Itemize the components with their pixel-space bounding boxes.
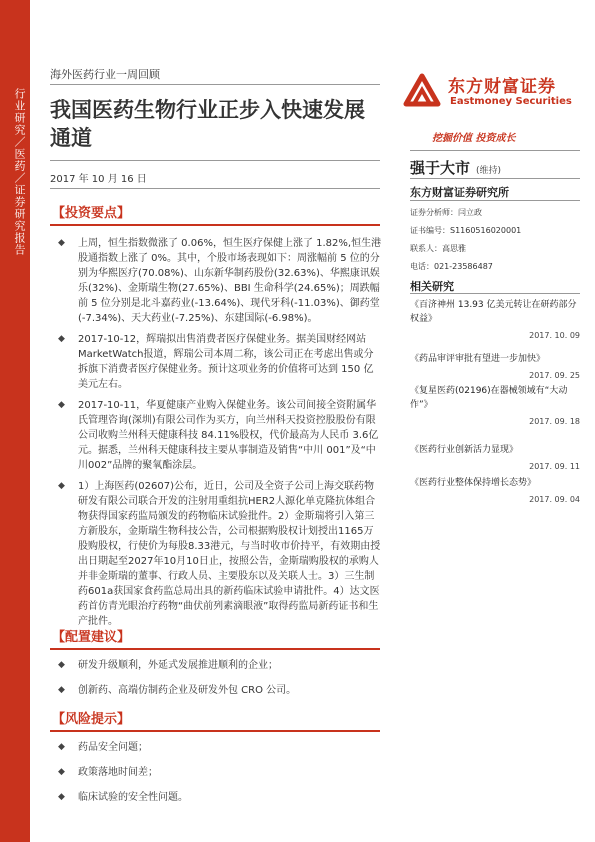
risk-list: [58, 740, 382, 805]
list-item: ◆ 临床试验的安全性问题。: [58, 792, 188, 803]
related-item-date: 2017. 09. 04: [529, 495, 580, 504]
related-item-date: 2017. 09. 11: [529, 462, 580, 471]
phone-number: 电话：021-23586487: [410, 262, 493, 271]
brand-name-en: Eastmoney Securities: [450, 96, 572, 107]
header-divider: [50, 84, 380, 85]
certificate-number: 证书编号：S1160516020001: [410, 226, 522, 235]
related-research-heading: 相关研究: [410, 280, 454, 293]
list-item: ◆ 2017-10-12，辉瑞拟出售消费者医疗保健业务。据美国财经网站MarketWatch报道，辉瑞公司本周二称，该公司正在考虑出售或分拆旗下消费者医疗保健业务。预计这项业务的价值将可达到 150 亿美元左右。: [58, 334, 374, 390]
related-item[interactable]: [410, 384, 580, 429]
advice-heading: [50, 626, 380, 650]
list-item: ◆ 上周，恒生指数微涨了 0.06%，恒生医疗保健上涨了 1.82%,恒生港股通指数上涨了 0%。其中，个股市场表现如下：周涨幅前 5 位的分别为华熙医疗(70.08%)、山东新华制药股份(32.63%)、华熙康讯娱乐(32%)、金斯瑞生物(27.65%)、BBI 生命科学(24.65%)；周跌幅前 5 位分别是北斗嘉药业(-13.64%)、现代牙科(-11.03%)、御药堂(-7.34%)、天大药业(-7.25%)、东建国际(-6.98%)。: [58, 238, 382, 324]
brand-slogan: 挖掘价值 投资成长: [432, 133, 516, 144]
diamond-bullet-icon: ◆: [58, 767, 65, 777]
research-institute: 东方财富证券研究所: [410, 186, 509, 199]
title-divider: [50, 160, 380, 161]
rating-note: (维持): [476, 166, 502, 176]
contact-person: 联系人：高思雅: [410, 244, 466, 253]
diamond-bullet-icon: ◆: [58, 792, 65, 802]
brand-logo-icon: [400, 70, 444, 114]
report-date: 2017 年 10 月 16 日: [50, 174, 147, 185]
related-divider: [410, 293, 580, 294]
list-item: ◆ 研发升级顺利，外延式发展推进顺利的企业；: [58, 660, 278, 671]
list-item: ◆ 政策落地时间差；: [58, 767, 158, 778]
risk-title: 【风险提示】: [52, 712, 131, 727]
related-item[interactable]: [410, 443, 580, 474]
list-item: ◆ 1）上海医药(02607)公布，近日，公司及全资子公司上海交联药物研发有限公司联合开发的注射用重组抗HER2人源化单克隆抗体组合物获得国家药监局颁发的药物临床试验批件。2）金斯瑞将引入第三方新股东，金斯瑞生物科技公告，公司根据购股权计划授出1165万股购股权，行使价为每股8.33港元，与当时收市价持平，有效期由授出日期起至2027年10月10日止，按照公告，金斯瑞购股权的承购人并非金斯瑞的董事、行政人员、主要股东以及关联人士。3）三生制药601a获国家食药监总局出具的新药临床试验申请批件。4）达文医药首仿青光眼治疗药物“曲伏前列素滴眼液”取得药监局新药证书和生产批件。: [58, 481, 381, 627]
related-item-date: 2017. 09. 25: [529, 371, 580, 380]
list-item: ◆ 创新药、高端仿制药企业及研发外包 CRO 公司。: [58, 685, 297, 696]
list-item: ◆ 药品安全问题；: [58, 742, 148, 753]
report-title: 我国医药生物行业正步入快速发展通道: [50, 98, 365, 150]
key-points-title: 【投资要点】: [52, 206, 131, 221]
related-item-date: 2017. 10. 09: [529, 331, 580, 340]
related-item-title[interactable]: 《百济神州 13.93 亿美元转让在研药部分权益》: [410, 300, 577, 324]
diamond-bullet-icon: ◆: [58, 481, 65, 491]
report-series-tag: 海外医药行业一周回顾: [50, 68, 160, 81]
related-item-title[interactable]: 《复星医药(02196)在器械领域有“大动作”》: [410, 386, 568, 410]
right-divider-org: [410, 200, 580, 201]
related-item[interactable]: [410, 476, 580, 507]
right-divider-top: [410, 150, 580, 151]
diamond-bullet-icon: ◆: [58, 685, 65, 695]
diamond-bullet-icon: ◆: [58, 660, 65, 670]
diamond-bullet-icon: ◆: [58, 334, 65, 344]
related-item-title[interactable]: 《药品审评审批有望进一步加快》: [410, 354, 546, 364]
brand-name-cn: 东方财富证券: [448, 77, 556, 97]
advice-list: [58, 658, 382, 698]
risk-heading: [50, 708, 380, 732]
key-points-list: [58, 236, 382, 629]
sidebar-band: [0, 0, 30, 842]
related-item-title[interactable]: 《医药行业整体保持增长态势》: [410, 478, 537, 488]
sidebar-category: 行业研究／医药／证券研究报告: [13, 88, 26, 256]
related-item[interactable]: [410, 352, 580, 383]
analyst-name: 证券分析师：闫立政: [410, 208, 482, 217]
rating-label: 强于大市: [410, 159, 471, 177]
list-item: ◆ 2017-10-11，华夏健康产业购入保健业务。该公司间接全资附属华氏管理咨询(深圳)有限公司作为买方，向兰州科天投资控股股份有限公司收购兰州科天健康科技 84.11%股权，代价最高为人民币 3.6亿元。据悉，兰州科天健康科技主要从事制造及销售“中川 001”及“中川002”品牌的聚氧酯涂层。: [58, 400, 379, 471]
related-item-date: 2017. 09. 18: [529, 417, 580, 426]
key-points-heading: [50, 202, 380, 226]
diamond-bullet-icon: ◆: [58, 238, 65, 248]
advice-title: 【配置建议】: [52, 630, 131, 645]
related-item-title[interactable]: 《医药行业创新活力显现》: [410, 445, 519, 455]
diamond-bullet-icon: ◆: [58, 400, 65, 410]
right-divider-rating: [410, 178, 580, 179]
diamond-bullet-icon: ◆: [58, 742, 65, 752]
date-divider: [50, 188, 380, 189]
brand-logo: [400, 70, 585, 120]
rating-block: [410, 157, 501, 178]
related-item[interactable]: [410, 298, 580, 343]
